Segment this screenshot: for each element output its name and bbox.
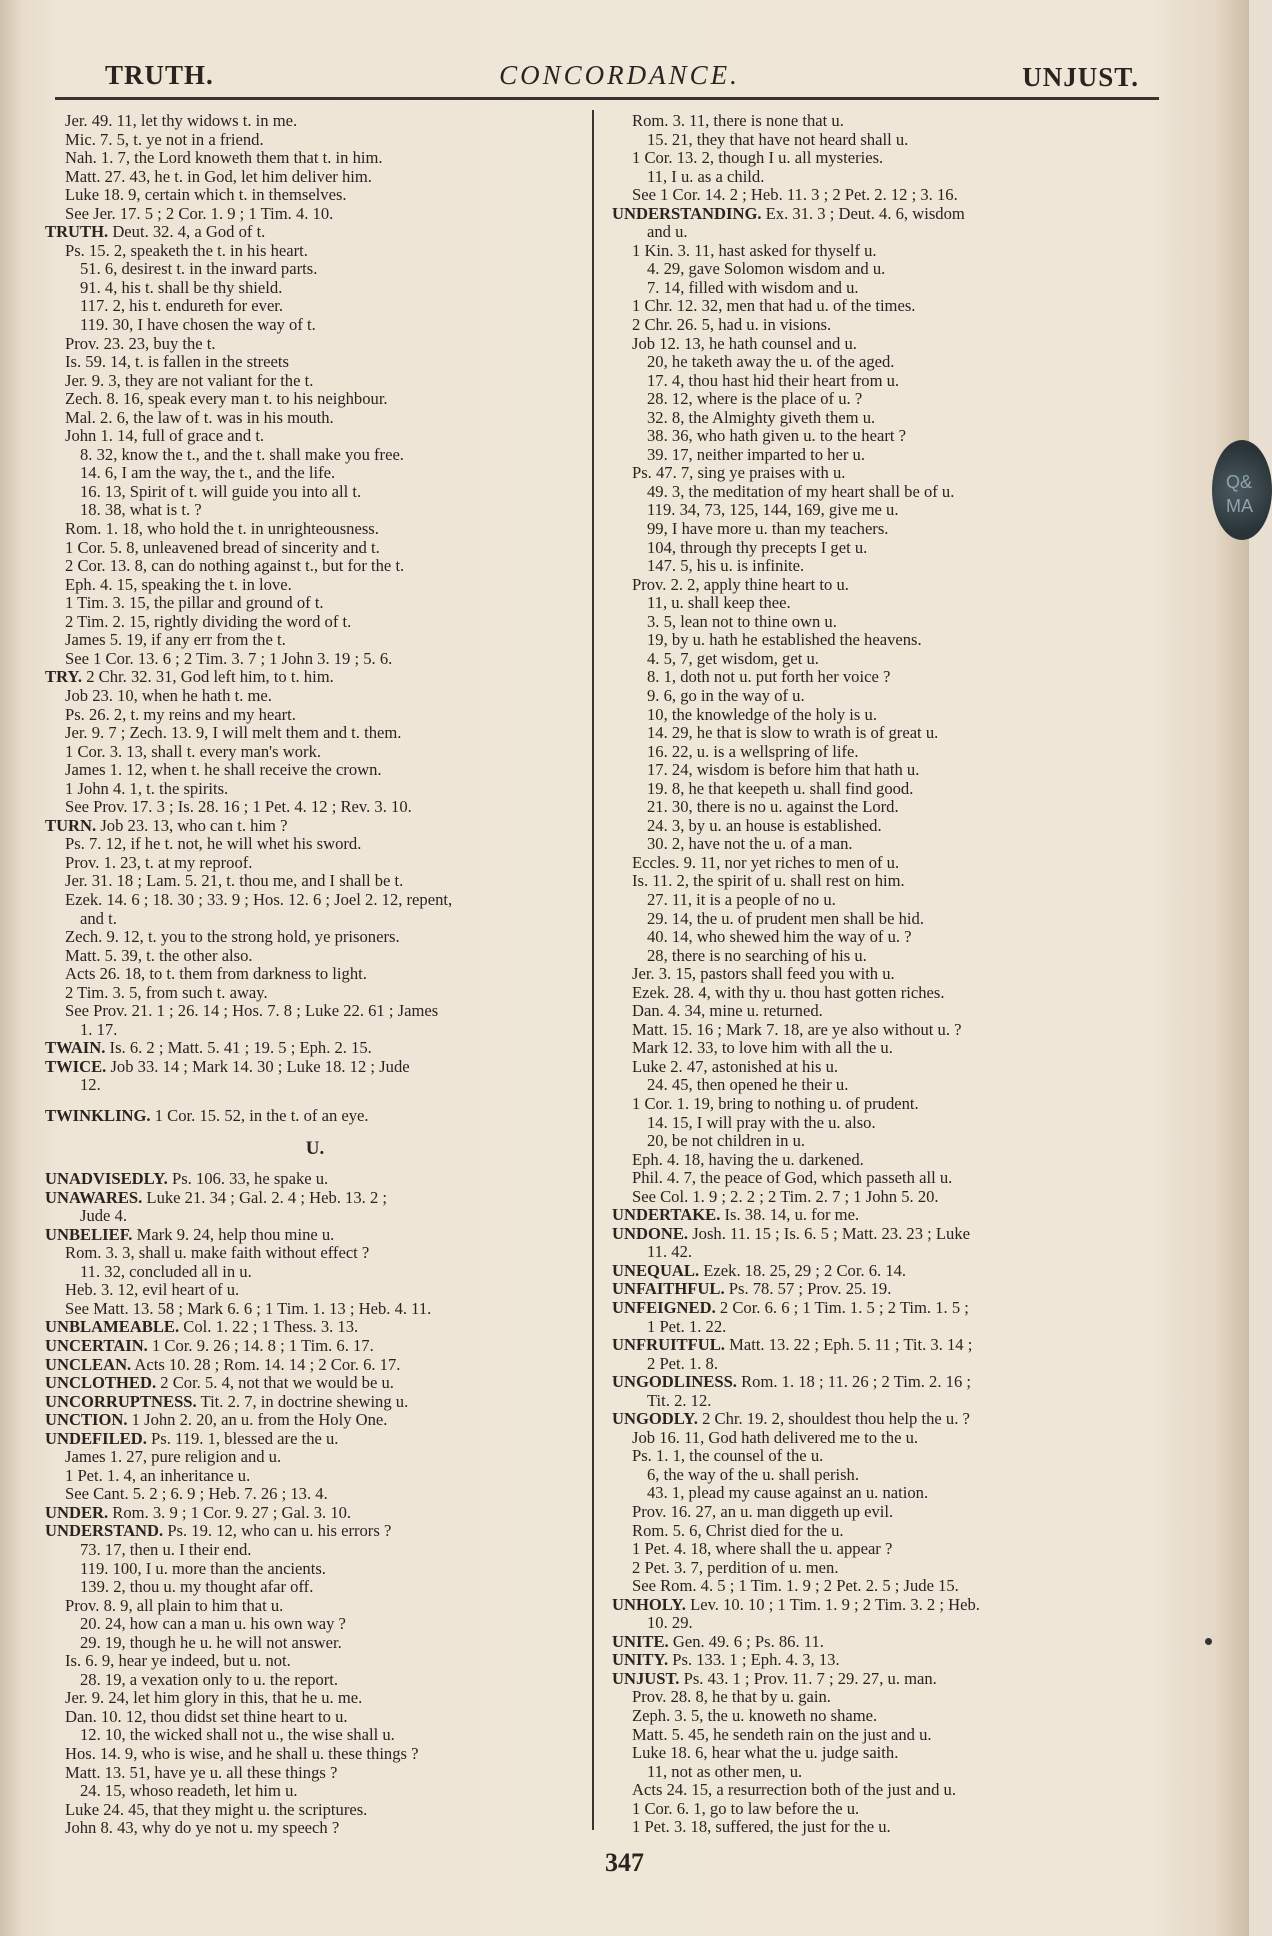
entry-reference-line: Rom. 3. 11, there is none that u. [632,111,844,130]
entry-reference-line: 1 Cor. 13. 2, though I u. all mysteries. [632,148,884,168]
entry-reference-line: Jer. 31. 18 ; Lam. 5. 21, t. thou me, and I shall be t. [65,871,404,891]
entry-reference-line: 8. 1, doth not u. put forth her voice ? [647,667,891,687]
entry-reference-line: 16. 13, Spirit of t. will guide you into all t. [80,481,362,501]
entry-headword-line: UNCERTAIN. 1 Cor. 9. 26 ; 14. 8 ; 1 Tim. 6. 17. [45,1336,374,1355]
entry-reference-line: Jer. 3. 15, pastors shall feed you with u. [632,964,895,984]
entry-headword-line: UNBLAMEABLE. Col. 1. 22 ; 1 Thess. 3. 13. [45,1317,359,1337]
entry-headword-line: UNCLEAN. Acts 10. 28 ; Rom. 14. 14 ; 2 Cor. 6. 17. [45,1354,401,1374]
thumb-tab-line2: MA [1226,496,1253,516]
entry-headword-line: UNDER. Rom. 3. 9 ; 1 Cor. 9. 27 ; Gal. 3. 10. [45,1502,352,1522]
entry-reference-line: 32. 8, the Almighty giveth them u. [647,407,876,427]
page-number: 347 [605,1848,644,1877]
entry-reference-line: 2 Tim. 3. 5, from such t. away. [65,982,268,1002]
entry-reference-line: Ps. 15. 2, speaketh the t. in his heart. [65,240,308,260]
entry-headword-line: UNFAITHFUL. Ps. 78. 57 ; Prov. 25. 19. [612,1279,892,1299]
entry-reference-line: Nah. 1. 7, the Lord knoweth them that t. in him. [65,148,383,168]
entry-reference-line: Dan. 10. 12, thou didst set thine heart to u. [65,1706,348,1726]
entry-reference-line: 1 Pet. 4. 18, where shall the u. appear ? [632,1539,893,1559]
entry-headword-line: UNITE. Gen. 49. 6 ; Ps. 86. 11. [612,1631,824,1651]
entry-reference-line: Acts 24. 15, a resurrection both of the just and u. [632,1780,956,1800]
entry-reference-line: 7. 14, filled with wisdom and u. [647,277,859,297]
entry-reference-line: Ezek. 28. 4, with thy u. thou hast gotten riches. [632,982,945,1002]
headword: TRUTH. [45,222,109,242]
entry-reference-line: 29. 14, the u. of prudent men shall be hid. [647,908,924,928]
entry-reference-line: Tit. 2. 12. [647,1390,712,1410]
headword: UNGODLINESS. [612,1372,737,1392]
entry-reference-line: Prov. 28. 8, he that by u. gain. [632,1687,831,1707]
entry-reference-line: See 1 Cor. 14. 2 ; Heb. 11. 3 ; 2 Pet. 2. 12 ; 3. 16. [632,185,958,205]
thumb-tab-line1: Q& [1226,472,1253,492]
entry-reference-line: 30. 2, have not the u. of a man. [647,834,853,854]
entry-reference-line: 2 Pet. 1. 8. [647,1353,718,1373]
entry-headword-line: TRUTH. Deut. 32. 4, a God of t. [45,222,266,242]
entry-reference-line: 1 Kin. 3. 11, hast asked for thyself u. [632,240,877,260]
entry-reference-line: Luke 18. 9, certain which t. in themselves. [65,185,347,205]
thumb-index-tab-label [1226,470,1253,518]
entry-headword-line: UNGODLINESS. Rom. 1. 18 ; 11. 26 ; 2 Tim. 2. 16 ; [612,1372,971,1392]
entry-reference-line: 20, be not children in u. [647,1131,806,1151]
entry-reference-line: Heb. 3. 12, evil heart of u. [65,1280,240,1300]
entry-headword-line: UNCORRUPTNESS. Tit. 2. 7, in doctrine shewing u. [45,1391,409,1411]
entry-reference-line: 8. 32, know the t., and the t. shall make you free. [80,444,404,464]
entry-reference-line: Job 12. 13, he hath counsel and u. [632,333,857,353]
entry-headword-line: TRY. 2 Chr. 32. 31, God left him, to t. him. [45,667,334,687]
entry-reference-line: 11, I u. as a child. [647,166,765,186]
headword: UNDERSTAND. [45,1521,164,1541]
headword: UNFRUITFUL. [612,1335,725,1355]
headword: UNFEIGNED. [612,1298,716,1317]
entry-reference-line: Matt. 27. 43, he t. in God, let him deliver him. [65,166,372,186]
entry-headword-line: UNDERSTAND. Ps. 19. 12, who can u. his errors ? [45,1521,392,1541]
entry-headword-line: UNHOLY. Lev. 10. 10 ; 1 Tim. 1. 9 ; 2 Tim. 3. 2 ; Heb. [612,1594,980,1614]
entry-reference-line: 28, there is no searching of his u. [647,945,867,965]
headword: UNDERSTANDING. [612,203,762,223]
entry-headword-line: TWICE. Job 33. 14 ; Mark 14. 30 ; Luke 18. 12 ; Jude [45,1056,410,1076]
entry-reference-line: 28. 19, a vexation only to u. the report. [80,1669,339,1689]
entry-reference-line: 1 Chr. 12. 32, men that had u. of the times. [632,296,916,316]
entry-reference-line: Jer. 9. 7 ; Zech. 13. 9, I will melt them and t. them. [65,723,402,743]
entry-reference-line: Luke 18. 6, hear what the u. judge saith. [632,1743,899,1763]
entry-reference-line: See Rom. 4. 5 ; 1 Tim. 1. 9 ; 2 Pet. 2. 5 ; Jude 15. [632,1576,959,1596]
entry-reference-line: James 1. 12, when t. he shall receive the crown. [65,760,382,780]
entry-reference-line: Acts 26. 18, to t. them from darkness to light. [65,964,367,984]
entry-headword-line: UNITY. Ps. 133. 1 ; Eph. 4. 3, 13. [612,1650,840,1670]
entry-headword-line: UNJUST. Ps. 43. 1 ; Prov. 11. 7 ; 29. 27, u. man. [612,1668,937,1688]
entry-reference-line: See Col. 1. 9 ; 2. 2 ; 2 Tim. 2. 7 ; 1 John 5. 20. [632,1186,939,1206]
entry-reference-line: 19. 8, he that keepeth u. shall find good. [647,778,914,798]
headword: TURN. [45,815,97,835]
entry-reference-line: Zech. 9. 12, t. you to the strong hold, ye prisoners. [65,927,400,947]
entry-reference-line: 51. 6, desirest t. in the inward parts. [80,259,318,279]
entry-reference-line: Luke 2. 47, astonished at his u. [632,1056,839,1076]
entry-reference-line: Mal. 2. 6, the law of t. was in his mouth. [65,407,334,427]
header-right-guide-word: UNJUST. [1022,62,1139,92]
entry-headword-line: UNADVISEDLY. Ps. 106. 33, he spake u. [45,1169,329,1189]
entry-reference-line: Prov. 23. 23, buy the t. [65,333,216,353]
entry-headword-line: TURN. Job 23. 13, who can t. him ? [45,815,288,835]
entry-reference-line: 17. 24, wisdom is before him that hath u. [647,760,920,780]
section-letter: U. [305,1137,325,1159]
entry-reference-line: Mic. 7. 5, t. ye not in a friend. [65,129,264,149]
entry-reference-line: 99, I have more u. than my teachers. [647,519,889,539]
headword: UNDEFILED. [45,1428,147,1448]
entry-reference-line: Prov. 8. 9, all plain to him that u. [65,1595,284,1615]
entry-reference-line: 20. 24, how can a man u. his own way ? [80,1614,346,1634]
entry-reference-line: 40. 14, who shewed him the way of u. ? [647,927,912,947]
headword: UNCTION. [45,1410,128,1430]
entry-reference-line: John 1. 14, full of grace and t. [65,426,265,446]
entry-reference-line: 21. 30, there is no u. against the Lord. [647,797,899,817]
headword: UNJUST. [612,1668,680,1688]
entry-reference-line: Job 23. 10, when he hath t. me. [65,685,272,705]
entry-reference-line: 1 Tim. 3. 15, the pillar and ground of t. [65,593,324,613]
entry-reference-line: Dan. 4. 34, mine u. returned. [632,1001,823,1021]
entry-headword-line: UNGODLY. 2 Chr. 19. 2, shouldest thou help the u. ? [612,1409,970,1429]
entry-reference-line: Eph. 4. 15, speaking the t. in love. [65,574,292,594]
entry-reference-line: 1. 17. [80,1019,118,1039]
entry-reference-line: 20, he taketh away the u. of the aged. [647,352,895,372]
entry-reference-line: 14. 29, he that is slow to wrath is of great u. [647,723,939,743]
entry-reference-line: 24. 15, whoso readeth, let him u. [80,1781,298,1801]
headword: UNITE. [612,1631,669,1651]
entry-reference-line: 24. 3, by u. an house is established. [647,815,882,835]
entry-reference-line: Zeph. 3. 5, the u. knoweth no shame. [632,1706,878,1726]
entry-reference-line: 29. 19, though he u. he will not answer. [80,1632,342,1652]
entry-reference-line: John 8. 43, why do ye not u. my speech ? [65,1818,340,1838]
entry-reference-line: Jer. 9. 3, they are not valiant for the t. [65,370,314,390]
headword: UNCERTAIN. [45,1336,148,1355]
entry-reference-line: 1 Cor. 6. 1, go to law before the u. [632,1798,860,1818]
entry-reference-line: 10, the knowledge of the holy is u. [647,704,877,724]
entry-reference-line: 119. 34, 73, 125, 144, 169, give me u. [647,500,899,520]
entry-reference-line: 15. 21, they that have not heard shall u. [647,129,909,149]
entry-reference-line: Hos. 14. 9, who is wise, and he shall u. these things ? [65,1744,419,1764]
headword: UNEQUAL. [612,1260,700,1280]
entry-headword-line: UNCLOTHED. 2 Cor. 5. 4, not that we would be u. [45,1373,394,1393]
entry-reference-line: 11. 32, concluded all in u. [80,1261,252,1281]
entry-reference-line: 91. 4, his t. shall be thy shield. [80,277,283,297]
headword: UNDONE. [612,1223,689,1243]
entry-headword-line: UNBELIEF. Mark 9. 24, help thou mine u. [45,1224,335,1244]
entry-reference-line: 4. 5, 7, get wisdom, get u. [647,648,819,668]
entry-reference-line: 16. 22, u. is a wellspring of life. [647,741,859,761]
headword: TWAIN. [45,1038,106,1058]
entry-reference-line: Rom. 5. 6, Christ died for the u. [632,1520,844,1540]
entry-reference-line: 2 Tim. 2. 15, rightly dividing the word of t. [65,611,352,631]
entry-reference-line: Prov. 16. 27, an u. man diggeth up evil. [632,1502,894,1522]
entry-reference-line: 19, by u. hath he established the heavens. [647,630,922,650]
entry-reference-line: 11, not as other men, u. [647,1761,803,1781]
entry-headword-line: UNDERTAKE. Is. 38. 14, u. for me. [612,1205,860,1225]
entry-reference-line: 6, the way of the u. shall perish. [647,1464,859,1484]
entry-reference-line: 119. 30, I have chosen the way of t. [80,315,316,335]
entry-reference-line: 4. 29, gave Solomon wisdom and u. [647,259,886,279]
entry-reference-line: Rom. 3. 3, shall u. make faith without effect ? [65,1243,370,1263]
entry-reference-line: Jude 4. [80,1206,128,1226]
entry-reference-line: Matt. 5. 39, t. the other also. [65,945,253,965]
entry-reference-line: 1 Pet. 1. 4, an inheritance u. [65,1465,251,1485]
right-column [612,112,1152,1837]
headword: TWICE. [45,1056,107,1076]
entry-reference-line: and u. [647,222,688,242]
entry-reference-line: Is. 11. 2, the spirit of u. shall rest on him. [632,871,905,891]
header-rule [55,97,1159,100]
entry-reference-line: Ps. 26. 2, t. my reins and my heart. [65,704,296,724]
entry-reference-line: 11. 42. [647,1242,693,1262]
entry-reference-line: Ezek. 14. 6 ; 18. 30 ; 33. 9 ; Hos. 12. 6 ; Joel 2. 12, repent, [65,889,453,909]
headword: UNITY. [612,1650,669,1670]
headword: UNCLOTHED. [45,1373,157,1393]
entry-reference-line: 119. 100, I u. more than the ancients. [80,1558,326,1578]
entry-reference-line: 38. 36, who hath given u. to the heart ? [647,426,906,446]
entry-reference-line: 17. 4, thou hast hid their heart from u. [647,370,900,390]
entry-reference-line: See Jer. 17. 5 ; 2 Cor. 1. 9 ; 1 Tim. 4. 10. [65,203,334,223]
entry-headword-line: UNAWARES. Luke 21. 34 ; Gal. 2. 4 ; Heb. 13. 2 ; [45,1187,388,1207]
entry-reference-line: James 1. 27, pure religion and u. [65,1447,282,1467]
header-left-guide-word: TRUTH. [105,60,214,90]
entry-reference-line: 73. 17, then u. I their end. [80,1540,252,1560]
entry-headword-line: UNDEFILED. Ps. 119. 1, blessed are the u. [45,1428,339,1448]
entry-reference-line: 12. [80,1075,101,1095]
entry-reference-line: Eccles. 9. 11, nor yet riches to men of u. [632,852,900,872]
entry-reference-line: Job 16. 11, God hath delivered me to the u. [632,1427,919,1447]
entry-reference-line: 11, u. shall keep thee. [647,593,791,613]
entry-headword-line: TWAIN. Is. 6. 2 ; Matt. 5. 41 ; 19. 5 ; Eph. 2. 15. [45,1038,372,1058]
entry-reference-line: See Cant. 5. 2 ; 6. 9 ; Heb. 7. 26 ; 13. 4. [65,1484,328,1504]
entry-reference-line: 2 Cor. 13. 8, can do nothing against t., but for the t. [65,556,405,576]
entry-reference-line: 27. 11, it is a people of no u. [647,889,836,909]
entry-reference-line: 12. 10, the wicked shall not u., the wise shall u. [80,1725,395,1745]
entry-reference-line: See 1 Cor. 13. 6 ; 2 Tim. 3. 7 ; 1 John 3. 19 ; 5. 6. [65,648,393,668]
headword: UNBELIEF. [45,1224,133,1244]
entry-reference-line: Is. 6. 9, hear ye indeed, but u. not. [65,1651,291,1671]
entry-reference-line: 24. 45, then opened he their u. [647,1075,849,1095]
headword: TWINKLING. [45,1105,151,1125]
entry-reference-line: Prov. 2. 2, apply thine heart to u. [632,574,849,594]
entry-headword-line: TWINKLING. 1 Cor. 15. 52, in the t. of an eye. [45,1105,369,1125]
entry-reference-line: 2 Pet. 3. 7, perdition of u. men. [632,1557,839,1577]
entry-reference-line: Ps. 1. 1, the counsel of the u. [632,1446,824,1466]
headword: UNDERTAKE. [612,1205,721,1225]
entry-reference-line: Luke 24. 45, that they might u. the scriptures. [65,1799,368,1819]
entry-reference-line: 104, through thy precepts I get u. [647,537,868,557]
ink-spot [1205,1638,1212,1645]
headword: UNHOLY. [612,1594,686,1614]
entry-reference-line: 39. 17, neither imparted to her u. [647,444,865,464]
column-divider [592,110,594,1830]
headword: UNDER. [45,1502,109,1522]
entry-reference-line: 2 Chr. 26. 5, had u. in visions. [632,315,832,335]
entry-reference-line: 147. 5, his u. is infinite. [647,556,805,576]
headword: UNBLAMEABLE. [45,1317,180,1337]
entry-reference-line: Is. 59. 14, t. is fallen in the streets [65,352,289,372]
entry-reference-line: Matt. 13. 51, have ye u. all these things ? [65,1762,338,1782]
entry-reference-line: Phil. 4. 7, the peace of God, which passeth all u. [632,1168,953,1188]
headword: UNGODLY. [612,1409,698,1429]
entry-reference-line: Jer. 49. 11, let thy widows t. in me. [65,111,298,130]
entry-headword-line: UNDONE. Josh. 11. 15 ; Is. 6. 5 ; Matt. 23. 23 ; Luke [612,1223,970,1243]
headword: TRY. [45,667,83,687]
left-column [45,112,585,1838]
entry-reference-line: Zech. 8. 16, speak every man t. to his neighbour. [65,389,388,409]
entry-reference-line: Ps. 47. 7, sing ye praises with u. [632,463,846,483]
entry-reference-line: 14. 6, I am the way, the t., and the life. [80,463,336,483]
entry-reference-line: and t. [80,908,117,928]
entry-reference-line: Prov. 1. 23, t. at my reproof. [65,852,253,872]
entry-reference-line: 1 John 4. 1, t. the spirits. [65,778,229,798]
entry-reference-line: Matt. 5. 45, he sendeth rain on the just and u. [632,1724,932,1744]
running-header [100,52,1139,102]
headword: UNAWARES. [45,1187,143,1207]
entry-reference-line: See Matt. 13. 58 ; Mark 6. 6 ; 1 Tim. 1. 13 ; Heb. 4. 11. [65,1298,432,1318]
entry-reference-line: 117. 2, his t. endureth for ever. [80,296,284,316]
entry-reference-line: Rom. 1. 18, who hold the t. in unrighteousness. [65,519,379,539]
entry-headword-line: UNCTION. 1 John 2. 20, an u. from the Holy One. [45,1410,388,1430]
entry-headword-line: UNEQUAL. Ezek. 18. 25, 29 ; 2 Cor. 6. 14. [612,1260,907,1280]
entry-reference-line: See Prov. 21. 1 ; 26. 14 ; Hos. 7. 8 ; Luke 22. 61 ; James [65,1001,439,1021]
headword: UNADVISEDLY. [45,1169,168,1189]
entry-reference-line: 18. 38, what is t. ? [80,500,202,520]
headword: UNFAITHFUL. [612,1279,725,1299]
entry-headword-line: UNFRUITFUL. Matt. 13. 22 ; Eph. 5. 11 ; Tit. 3. 14 ; [612,1335,973,1355]
entry-reference-line: 10. 29. [647,1613,693,1633]
headword: UNCORRUPTNESS. [45,1391,197,1411]
entry-reference-line: 3. 5, lean not to thine own u. [647,611,837,631]
entry-reference-line: 1 Cor. 3. 13, shall t. every man's work. [65,741,322,761]
entry-reference-line: 28. 12, where is the place of u. ? [647,389,863,409]
entry-headword-line: UNDERSTANDING. Ex. 31. 3 ; Deut. 4. 6, wisdom [612,203,965,223]
entry-reference-line: 1 Pet. 1. 22. [647,1316,727,1336]
entry-reference-line: 9. 6, go in the way of u. [647,685,805,705]
headword: UNCLEAN. [45,1354,132,1374]
entry-reference-line: James 5. 19, if any err from the t. [65,630,286,650]
entry-reference-line: See Prov. 17. 3 ; Is. 28. 16 ; 1 Pet. 4. 12 ; Rev. 3. 10. [65,797,412,817]
entry-reference-line: 1 Cor. 1. 19, bring to nothing u. of prudent. [632,1093,919,1113]
entry-reference-line: 1 Pet. 3. 18, suffered, the just for the u. [632,1817,891,1837]
entry-reference-line: 139. 2, thou u. my thought afar off. [80,1577,314,1597]
entry-reference-line: Mark 12. 33, to love him with all the u. [632,1038,893,1058]
entry-reference-line: Matt. 15. 16 ; Mark 7. 18, are ye also without u. ? [632,1019,962,1039]
entry-reference-line: 14. 15, I will pray with the u. also. [647,1112,876,1132]
entry-reference-line: Eph. 4. 18, having the u. darkened. [632,1149,864,1169]
entry-reference-line: 1 Cor. 5. 8, unleavened bread of sincerity and t. [65,537,380,557]
entry-reference-line: 43. 1, plead my cause against an u. nation. [647,1483,929,1503]
header-title: CONCORDANCE. [499,60,740,90]
entry-reference-line: Ps. 7. 12, if he t. not, he will whet his sword. [65,834,362,854]
entry-reference-line: 49. 3, the meditation of my heart shall be of u. [647,481,955,501]
entry-reference-line: Jer. 9. 24, let him glory in this, that he u. me. [65,1688,363,1708]
entry-headword-line: UNFEIGNED. 2 Cor. 6. 6 ; 1 Tim. 1. 5 ; 2 Tim. 1. 5 ; [612,1298,969,1317]
